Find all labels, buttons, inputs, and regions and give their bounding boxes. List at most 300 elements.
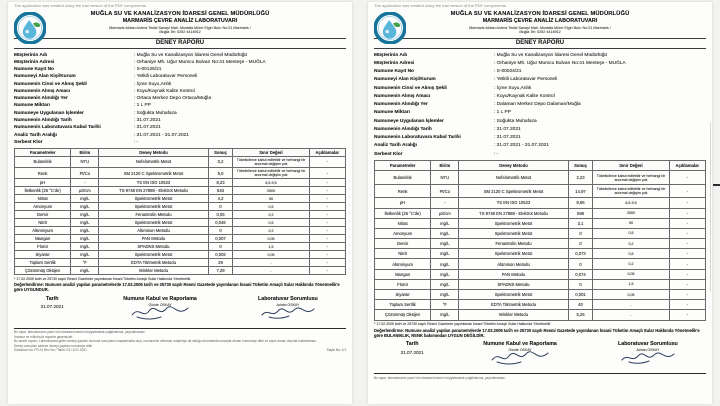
results-column-header: Sınır Değeri (593, 161, 669, 171)
cell-parameter: Bulanıklık (15, 156, 71, 167)
cell-method: Alüminon Metodu (459, 259, 568, 269)
cell-parameter: Siyanür (375, 290, 431, 300)
field-label: Serbest Klor (14, 139, 43, 145)
acceptance-signature-icon (489, 349, 551, 365)
field-value: : 31.07.2021 - 31.07.2021 (134, 132, 189, 138)
cell-parameter: Renk (375, 184, 431, 197)
cell-notes: - (669, 310, 705, 320)
field-value: : - (494, 151, 499, 157)
result-row (375, 171, 706, 184)
cell-result: 29 (208, 259, 233, 267)
cell-limit: 50 (233, 195, 309, 203)
muski-logo-icon (14, 12, 46, 44)
sample-info-row (14, 52, 346, 59)
acceptance-name: Gözde OSKAY (508, 348, 532, 353)
report-header (14, 11, 346, 34)
document-revision: Doküman No: FR.24 Rev No / Tarihi: 03 / 6.01.2021 (14, 348, 87, 353)
result-row (375, 249, 706, 259)
cell-limit: 6,5-9,5 (593, 198, 669, 208)
cell-limit: 0,2 (593, 259, 669, 269)
field-value: : 31.07.2021 (494, 135, 521, 140)
cell-method: Spektrometrik Metot (459, 290, 568, 300)
cell-notes: - (309, 235, 345, 243)
results-column-header: Birim (431, 161, 459, 171)
fineprint-line: Bu analiz raporu, Laboratuvara gelen deneyi yapılan numune sonuçlarını kapsamakta olup, numunenin alınması müşteriye ait olduğu durumlarda sonuçlar alınan numuneye aittir ve rapor amacı dışında kullanılamaz. (14, 339, 317, 344)
cell-notes: - (309, 219, 345, 227)
cell-method: Spektrometrik Metot (99, 219, 208, 227)
lab-phone: Muğla Tel: 0252 4414912 (519, 29, 561, 34)
sample-info-row (14, 59, 346, 66)
cell-unit: - (431, 198, 459, 208)
page-number: Sayfa No: 1/1 (326, 348, 346, 353)
cell-limit: 1,5 (233, 243, 309, 251)
cell-parameter: Alüminyum (15, 227, 71, 235)
cell-parameter: Demir (375, 239, 431, 249)
cell-limit: Tüketicilerce kabul edilebilir ve herhangi bir anormal değişim yok (233, 167, 309, 178)
cell-result: 7,29 (208, 267, 233, 275)
sample-info-row (374, 76, 706, 84)
cell-result: 0,001 (568, 290, 593, 300)
cell-limit: 1,5 (593, 279, 669, 289)
sample-info-row (374, 142, 706, 150)
result-row (15, 267, 346, 275)
scan-artifact-dash (713, 184, 720, 186)
field-label: Numunenin Alındığı Tarih (374, 126, 432, 132)
cell-method: Winkler Metodu (459, 310, 568, 320)
cell-result: 0,074 (568, 269, 593, 279)
cell-unit: mg/L (431, 249, 459, 259)
results-column-header: Sınır Değeri (233, 148, 309, 156)
fineprint-line: Bu rapor, laboratuvarın yazılı izni olmadan kısmen kopyalanarak çoğaltılamaz, yayınlanamaz. (374, 375, 506, 380)
cell-method: EDTA Titrimetrik Metodu (99, 259, 208, 267)
cell-parameter: Amonyum (15, 203, 71, 211)
result-row (15, 195, 346, 203)
cell-notes: - (309, 251, 345, 259)
cell-unit: mg/L (71, 203, 99, 211)
cell-parameter: pH (15, 179, 71, 187)
field-label: Analiz Tarih Aralığı (14, 132, 57, 138)
field-value: : Muğla Su ve Kanalizasyon İdaresi Genel Müdürlüğü (134, 52, 248, 58)
cell-notes: - (309, 156, 345, 167)
field-label: Numune Kayıt No (374, 69, 414, 74)
cell-result: 0,2 (208, 156, 233, 167)
cell-limit: 6,5-9,5 (233, 179, 309, 187)
results-column-header: Birim (71, 148, 99, 156)
signature-block (14, 296, 346, 325)
sample-info-row (374, 134, 706, 142)
field-value: : Soğukta Muhafaza (494, 118, 537, 124)
results-column-header: Deney Metodu (99, 148, 208, 156)
field-label: Numune Miktarı (14, 103, 50, 109)
sample-info-row (14, 110, 346, 117)
sample-info-row (374, 109, 706, 117)
cell-parameter: Çözünmüş Oksijen (375, 310, 431, 320)
cell-parameter: Amonyum (375, 228, 431, 238)
cell-result: 8,23 (208, 179, 233, 187)
cell-method: TS 9748 EN 27888 - Elektrot Metodu (99, 187, 208, 195)
org-name: MUĞLA SU VE KANALİZASYON İDARESİ GENEL MÜDÜRLÜĞÜ (90, 11, 270, 17)
field-label: Serbest Klor (374, 151, 403, 157)
cell-unit: mg/L (431, 239, 459, 249)
result-row (15, 251, 346, 259)
cell-limit: - (593, 300, 669, 310)
cell-notes: - (669, 198, 705, 208)
field-value: : Dalaman Merkez Depo Dalaman/Muğla (494, 102, 581, 107)
date-label: Tarih (405, 341, 419, 348)
report-title: DENEY RAPORU (14, 38, 346, 50)
cell-unit: µS/cm (71, 187, 99, 195)
report-date: 31.07.2021 (400, 349, 424, 355)
cell-notes: - (309, 195, 345, 203)
report-title: DENEY RAPORU (374, 38, 706, 50)
field-value: : Kuyu/Kaynak Kalite Kontrol (494, 93, 555, 99)
cell-method: SPADNS Metodu (99, 243, 208, 251)
date-label: Tarih (45, 295, 59, 302)
cell-method: Spektrometrik Metot (99, 203, 208, 211)
cell-unit: mg/L (71, 243, 99, 251)
field-label: Numuneyi Alan Kişi/Kurum (14, 74, 76, 80)
acceptance-label: Numune Kabul ve Raporlama (123, 295, 197, 302)
cell-notes: - (309, 179, 345, 187)
cell-result: 0,046 (208, 219, 233, 227)
cell-notes: - (309, 243, 345, 251)
cell-result: 5,25 (568, 310, 593, 320)
field-value: : Ortaca Merkez Depo Ortaca/Muğla (134, 96, 212, 102)
sample-info-row (374, 60, 706, 68)
cell-notes: - (309, 211, 345, 219)
cell-notes: - (309, 187, 345, 195)
cell-notes: - (309, 227, 345, 235)
cell-result: 0 (208, 243, 233, 251)
result-row (375, 239, 706, 249)
cell-result: 0,002 (208, 251, 233, 259)
fineprint-lines (14, 330, 346, 348)
cell-result: 40 (568, 300, 593, 310)
cell-parameter: Mangan (15, 235, 71, 243)
cell-unit: mg/L (431, 290, 459, 300)
cell-method: SM 2120 C Spektrometrik Metot (459, 184, 568, 197)
result-row (15, 203, 346, 211)
sample-info-row (374, 93, 706, 101)
results-column-header: Açıklamalar (669, 161, 705, 171)
field-value: : Kuyu/Kaynak Kalite Kontrol (134, 88, 195, 94)
cell-notes: - (669, 290, 705, 300)
cell-parameter: Renk (15, 167, 71, 178)
sample-info-row (14, 88, 346, 95)
cell-parameter: Siyanür (15, 251, 71, 259)
muski-logo-icon (374, 12, 406, 44)
cell-unit: mg/L (431, 228, 459, 238)
acceptance-signature-icon (129, 304, 191, 320)
cell-result: 0,007 (208, 235, 233, 243)
sample-info-row (14, 139, 346, 146)
sample-info-row (14, 73, 346, 80)
result-row (375, 259, 706, 269)
results-table (374, 160, 706, 320)
report-date: 31.07.2021 (40, 304, 64, 310)
field-label: Numunenin Cinsi ve Alınış Şekli (374, 85, 447, 91)
cell-unit: °F (431, 300, 459, 310)
results-column-header: Açıklamalar (309, 148, 345, 156)
field-value: : Muğla Su ve Kanalizasyon İdaresi Genel Müdürlüğü (494, 52, 608, 58)
lab-address: Marmaris Atıksu Arıtma Tesisi Sanayi Mah. Mustafa Münir Elgin Bulv. No:21 Marmaris / (469, 25, 611, 30)
cell-limit: 0,5 (593, 228, 669, 238)
cell-parameter: Florür (375, 279, 431, 289)
cell-parameter: Nitrat (375, 218, 431, 228)
responsible-label: Laboratuvar Sorumlusu (258, 295, 318, 302)
cell-notes: - (669, 300, 705, 310)
cell-method: Spektrometrik Metot (459, 228, 568, 238)
field-value: : 31.07.2021 (134, 125, 161, 131)
cell-notes: - (669, 259, 705, 269)
cell-notes: - (309, 259, 345, 267)
acceptance-name: Gözde OSKAY (148, 302, 172, 307)
cell-parameter: Nitrit (15, 219, 71, 227)
cell-notes: - (309, 203, 345, 211)
cell-result: 598 (568, 208, 593, 218)
sample-info-row (374, 126, 706, 134)
responsible-name: Adnan OSKAY (636, 348, 660, 353)
cell-result: 0 (568, 279, 593, 289)
cell-notes: - (669, 269, 705, 279)
cell-limit: 0,2 (233, 211, 309, 219)
cell-limit: - (233, 267, 309, 275)
results-table-body (375, 171, 706, 320)
cell-notes: - (669, 249, 705, 259)
result-row (15, 156, 346, 167)
cell-unit: mg/L (71, 235, 99, 243)
fineprint-lines (374, 376, 706, 380)
cell-result: 4,2 (208, 195, 233, 203)
cell-result: 0 (208, 203, 233, 211)
org-name: MUĞLA SU VE KANALİZASYON İDARESİ GENEL MÜDÜRLÜĞÜ (450, 11, 630, 17)
cell-limit: 0,05 (233, 251, 309, 259)
fineprint-line: İmzasız ve mühürsüz raporlar geçersizdir. (14, 334, 73, 339)
result-row (375, 198, 706, 208)
results-table-body (15, 156, 346, 275)
regulation-footnote: * 17.02.2005 tarih ve 25730 sayılı Resmi Gazetede yayımlanan İnsani Tüketim Amaçlı Sular Hakkında Yönetmelik (14, 276, 191, 281)
results-column-header: Parametreler (15, 148, 71, 156)
cell-method: TS EN ISO 10523 (459, 198, 568, 208)
cell-unit: mg/L (71, 251, 99, 259)
sample-info-fields (374, 52, 706, 159)
results-column-header: Parametreler (375, 161, 431, 171)
cell-parameter: Toplam Sertlik (375, 300, 431, 310)
report-page-ortaca (8, 2, 352, 404)
signature-block (374, 341, 706, 370)
result-row (15, 235, 346, 243)
sample-info-row (14, 117, 346, 124)
cell-notes: - (669, 279, 705, 289)
footer-divider (374, 373, 706, 374)
cell-limit: 2500 (233, 187, 309, 195)
field-label: Numune Kayıt No (14, 67, 54, 73)
sample-info-row (14, 124, 346, 131)
field-value: : İçme Suyu,Anlık (494, 85, 532, 91)
field-label: Müşterinin Adresi (14, 59, 55, 65)
results-column-header: Deney Metodu (459, 161, 568, 171)
cell-unit: mg/L (71, 219, 99, 227)
sample-info-row (374, 101, 706, 109)
field-label: Numunenin Laboratuvara Kabul Tarihi (14, 125, 101, 131)
sample-info-row (374, 118, 706, 126)
field-label: Analiz Tarih Aralığı (374, 143, 417, 149)
trial-watermark: The application was created using the trial version of the PDF components. (14, 3, 147, 8)
field-value: : S-00125/21 (134, 67, 162, 73)
field-label: Numuneyi Alan Kişi/Kurum (374, 77, 436, 83)
cell-result: 0 (568, 228, 593, 238)
field-label: Numuneye Uygulanan İşlemler (14, 110, 84, 116)
field-label: Numunenin Alınış Amacı (14, 88, 71, 94)
cell-result: 3,1 (568, 218, 593, 228)
sample-info-row (14, 132, 346, 139)
cell-limit: - (593, 310, 669, 320)
results-table-header-row (375, 161, 706, 171)
lab-name: MARMARİS ÇEVRE ANALİZ LABORATUVARI (122, 18, 238, 24)
field-label: Müşterinin Adı (374, 52, 408, 58)
cell-method: Nefelometrik Metot (99, 156, 208, 167)
field-label: Numune Miktarı (374, 110, 410, 116)
field-value: : Yetkili Laboratuvar Personeli (134, 74, 198, 80)
responsible-column (590, 341, 706, 370)
results-column-header: Sonuç (568, 161, 593, 171)
result-row (15, 211, 346, 219)
cell-limit: 2500 (593, 208, 669, 218)
field-label: Numunenin Alındığı Yer (14, 96, 68, 102)
cell-method: TS 9748 EN 27888 - Elektrot Metodu (459, 208, 568, 218)
result-row (375, 218, 706, 228)
cell-limit: 0,5 (233, 203, 309, 211)
field-label: Numunenin Laboratuvara Kabul Tarihi (374, 135, 461, 140)
cell-limit: 0,2 (593, 239, 669, 249)
field-value: : Yetkili Laboratuvar Personeli (494, 77, 558, 83)
result-row (375, 310, 706, 320)
field-value: : 1 L PP (134, 103, 151, 109)
cell-unit: NTU (71, 156, 99, 167)
results-table-header-row (15, 148, 346, 156)
fineprint-block (374, 376, 706, 380)
field-value: : Orhaniye Mh. Uğur Mumcu Bulvarı No:41 Menteşe - MUĞLA (134, 59, 266, 65)
cell-unit: mg/L (431, 310, 459, 320)
cell-limit: - (233, 259, 309, 267)
cell-limit: 0,5 (593, 249, 669, 259)
result-row (15, 167, 346, 178)
fineprint-block (14, 330, 346, 352)
cell-unit: - (71, 179, 99, 187)
cell-parameter: Mangan (375, 269, 431, 279)
cell-unit: NTU (431, 171, 459, 184)
cell-parameter: İletkenlik (25 °C'de) (15, 187, 71, 195)
cell-notes: - (669, 239, 705, 249)
result-row (375, 269, 706, 279)
cell-unit: mg/L (71, 211, 99, 219)
date-column (374, 341, 450, 370)
field-label: Numunenin Alındığı Tarih (14, 118, 72, 124)
cell-method: Alüminon Metodu (99, 227, 208, 235)
cell-unit: mg/L (431, 279, 459, 289)
cell-method: Fenantrolin Metodu (99, 211, 208, 219)
cell-parameter: Toplam Sertlik (15, 259, 71, 267)
report-header (374, 11, 706, 34)
field-value: : 31.07.2021 (134, 118, 161, 124)
evaluation-statement: Değerlendirme: Numune analizi yapılan parametrelerde 17.02.2005 tarih ve 25730 sayılı Resmi Gazetede yayımlanan İnsani Tüketim Amaçlı Sular Hakkında Yönetmelik'e göre UYGUNDUR. (14, 282, 340, 293)
cell-parameter: Nitrat (15, 195, 71, 203)
field-value: : Soğukta Muhafaza (134, 110, 177, 116)
fineprint-line: Bu rapor, laboratuvarın yazılı izni olmadan kısmen kopyalanarak çoğaltılamaz, yayınlanamaz. (14, 330, 146, 335)
evaluation-statement: Değerlendirme: Numune analizi yapılan parametrelerde 17.02.2005 tarih ve 25730 sayılı Resmi Gazetede yayımlanan İnsani Tüketim Amaçlı Sular Hakkında Yönetmelik'e göre BULANIKLIK, RENK bakımından UYGUN DEĞİLDİR. (374, 327, 700, 338)
sample-info-row (14, 102, 346, 109)
field-value: : - (134, 139, 139, 145)
sample-info-fields (14, 52, 346, 147)
responsible-signature-icon (259, 305, 317, 320)
fineprint-last-line (14, 348, 346, 352)
cell-result: 0 (568, 239, 593, 249)
result-row (375, 208, 706, 218)
cell-method: SPADNS Metodu (459, 279, 568, 289)
responsible-label: Laboratuvar Sorumlusu (618, 341, 678, 348)
field-label: Numunenin Alınış Amacı (374, 93, 431, 99)
cell-unit: mg/L (71, 195, 99, 203)
cell-unit: mg/L (71, 267, 99, 275)
cell-notes: - (669, 171, 705, 184)
sample-info-row (374, 151, 706, 159)
field-value: : 31.07.2021 - 31.07.2021 (494, 143, 549, 149)
cell-method: Spektrometrik Metot (459, 249, 568, 259)
result-row (15, 219, 346, 227)
cell-unit: mg/L (431, 218, 459, 228)
responsible-signature-icon (619, 350, 677, 365)
cell-method: Winkler Metodu (99, 267, 208, 275)
cell-parameter: Alüminyum (375, 259, 431, 269)
field-label: Müşterinin Adı (14, 52, 48, 58)
cell-method: TS EN ISO 10523 (99, 179, 208, 187)
cell-parameter: Bulanıklık (375, 171, 431, 184)
result-row (375, 228, 706, 238)
sample-info-row (14, 81, 346, 88)
results-column-header: Sonuç (208, 148, 233, 156)
field-label: Numuneye Uygulanan İşlemler (374, 118, 444, 124)
sample-info-row (14, 66, 346, 73)
cell-method: Fenantrolin Metodu (459, 239, 568, 249)
cell-limit: 0,05 (233, 235, 309, 243)
cell-parameter: Florür (15, 243, 71, 251)
cell-method: Spektrometrik Metot (99, 195, 208, 203)
result-row (375, 184, 706, 197)
acceptance-label: Numune Kabul ve Raporlama (483, 341, 557, 348)
cell-notes: - (309, 167, 345, 178)
sample-info-row (374, 85, 706, 93)
acceptance-column (90, 296, 229, 325)
result-row (15, 187, 346, 195)
result-row (375, 290, 706, 300)
cell-notes: - (669, 228, 705, 238)
result-row (15, 179, 346, 187)
cell-limit: Tüketicilerce kabul edilebilir ve herhangi bir anormal değişim yok (593, 184, 669, 197)
result-row (375, 279, 706, 289)
cell-unit: mg/L (431, 259, 459, 269)
responsible-name: Adnan OSKAY (276, 302, 300, 307)
cell-method: Spektrometrik Metot (459, 218, 568, 228)
cell-parameter: Demir (15, 211, 71, 219)
field-value: : 1 L PP (494, 110, 511, 116)
field-value: : 31.07.2021 (494, 126, 521, 132)
cell-limit: Tüketicilerce kabul edilebilir ve herhangi bir anormal değişim yok (593, 171, 669, 184)
cell-parameter: İletkenlik (25 °C'de) (375, 208, 431, 218)
cell-unit: mg/L (71, 227, 99, 235)
cell-method: Nefelometrik Metot (459, 171, 568, 184)
sample-info-row (374, 52, 706, 60)
lab-name: MARMARİS ÇEVRE ANALİZ LABORATUVARI (482, 18, 598, 24)
